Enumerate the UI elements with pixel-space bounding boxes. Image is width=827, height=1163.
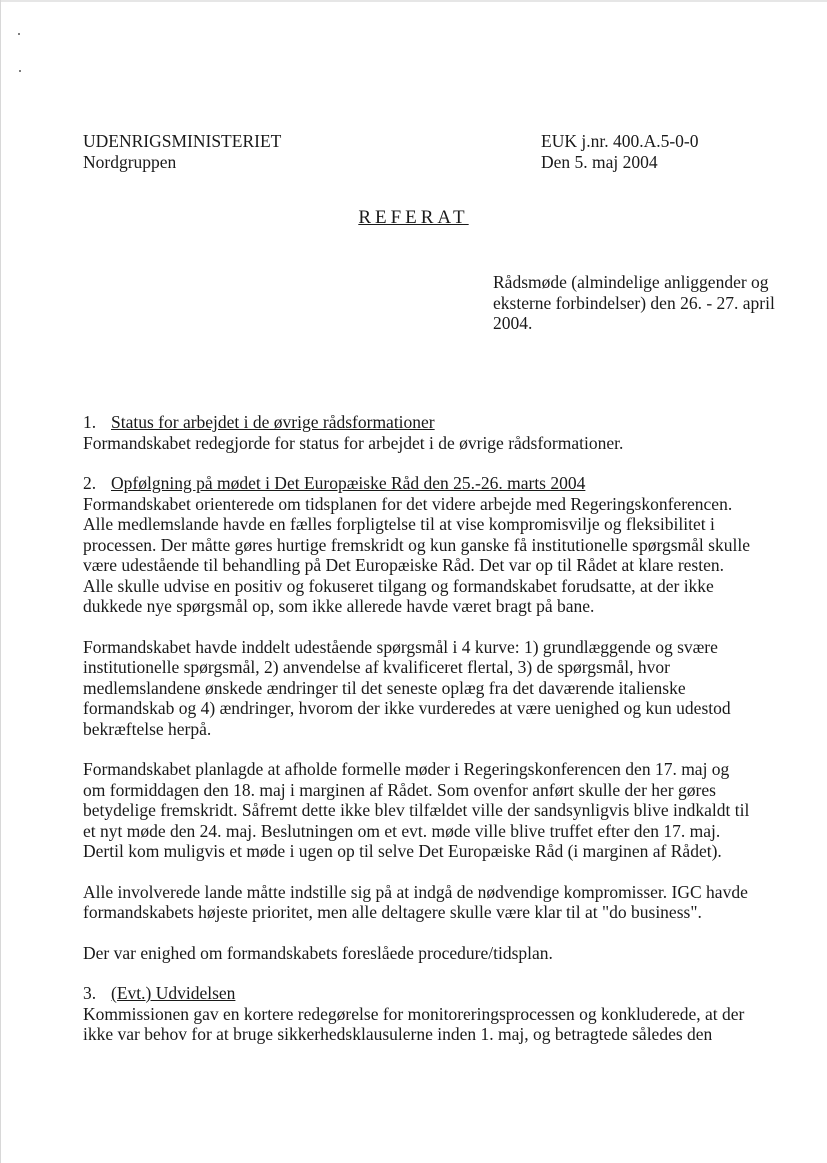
paragraph: Formandskabet orienterede om tidsplanen for det videre arbejde med Regeringskonferencen. Alle medlemslande havde en fælles forpligtelse til at vise kompromisvilje og fleksibilitet i processen. Der måtte gøres hurtige fremskridt og kun ganske få institutionelle spørgsmål skulle være udestående til behandling på Det Europæiske Råd. Det var op til Rådet at klare resten. Alle skulle udvise en positiv og fokuseret tilgang og formandskabet forudsatte, at der ikke dukkede nye spørgsmål op, som ikke allerede havde været bragt på bane. [83,493,750,616]
scan-speck [19,70,21,72]
meeting-description: Rådsmøde (almindelige anliggender og eksterne forbindelser) den 26. - 27. april 2004. [493,272,775,333]
section-title: (Evt.) Udvidelsen [111,983,236,1003]
paragraph: Der var enighed om formandskabets foreslåede procedure/tidsplan. [83,942,553,963]
paragraph: Formandskabet redegjorde for status for arbejdet i de øvrige rådsformationer. [83,432,624,453]
section-number: 1. [83,412,97,432]
section-heading [83,412,753,433]
document-title: REFERAT [358,207,469,228]
section-number: 2. [83,473,97,493]
paragraph: Formandskabet planlagde at afholde formelle møder i Regeringskonferencen den 17. maj og om formiddagen den 18. maj i marginen af Rådet. Som ovenfor anført skulle der her gøres betydelige fremskridt. Såfremt dette ikke blev tilfældet ville der sandsynligvis blive indkaldt til et nyt møde den 24. maj. Beslutningen om et evt. møde ville blive truffet efter den 17. maj. Dertil kom muligvis et møde i ugen op til selve Det Europæiske Råd (i marginen af Rådet). [83,759,750,861]
document-date: Den 5. maj 2004 [541,151,658,172]
section-3 [83,983,753,1045]
section-title: Status for arbejdet i de øvrige rådsformationer [111,412,435,432]
section-number: 3. [83,983,97,1003]
journal-number: EUK j.nr. 400.A.5-0-0 [541,131,699,151]
letterhead-sender [83,131,383,172]
section-heading [83,473,753,494]
scan-speck [18,33,20,35]
section-1 [83,412,753,453]
department-name: Nordgruppen [83,151,177,172]
document-body [83,412,753,1065]
section-heading [83,983,753,1004]
scan-left-edge [0,0,1,1163]
scan-top-edge [0,0,827,2]
paragraph: Alle involverede lande måtte indstille sig på at indgå de nødvendige kompromisser. IGC havde formandskabets højeste prioritet, men alle deltagere skulle være klar til at "do business". [83,881,748,922]
paragraph: Kommissionen gav en kortere redegørelse for monitoreringsprocessen og konkluderede, at der ikke var behov for at bruge sikkerhedsklausulerne inden 1. maj, og betragtede således den [83,1003,745,1044]
paragraph: Formandskabet havde inddelt udestående spørgsmål i 4 kurve: 1) grundlæggende og svære institutionelle spørgsmål, 2) anvendelse af kvalificeret flertal, 3) de spørgsmål, hvor medlemslandene ønskede ændringer til det seneste oplæg fra det daværende italienske formandskab og 4) ændringer, hvorom der ikke vurderedes at være uenighed og kun udestod bekræftelse herpå. [83,636,731,739]
section-title: Opfølgning på mødet i Det Europæiske Råd den 25.-26. marts 2004 [111,473,586,493]
section-2 [83,473,753,963]
ministry-name: UDENRIGSMINISTERIET [83,131,282,151]
letterhead-reference [541,131,801,172]
